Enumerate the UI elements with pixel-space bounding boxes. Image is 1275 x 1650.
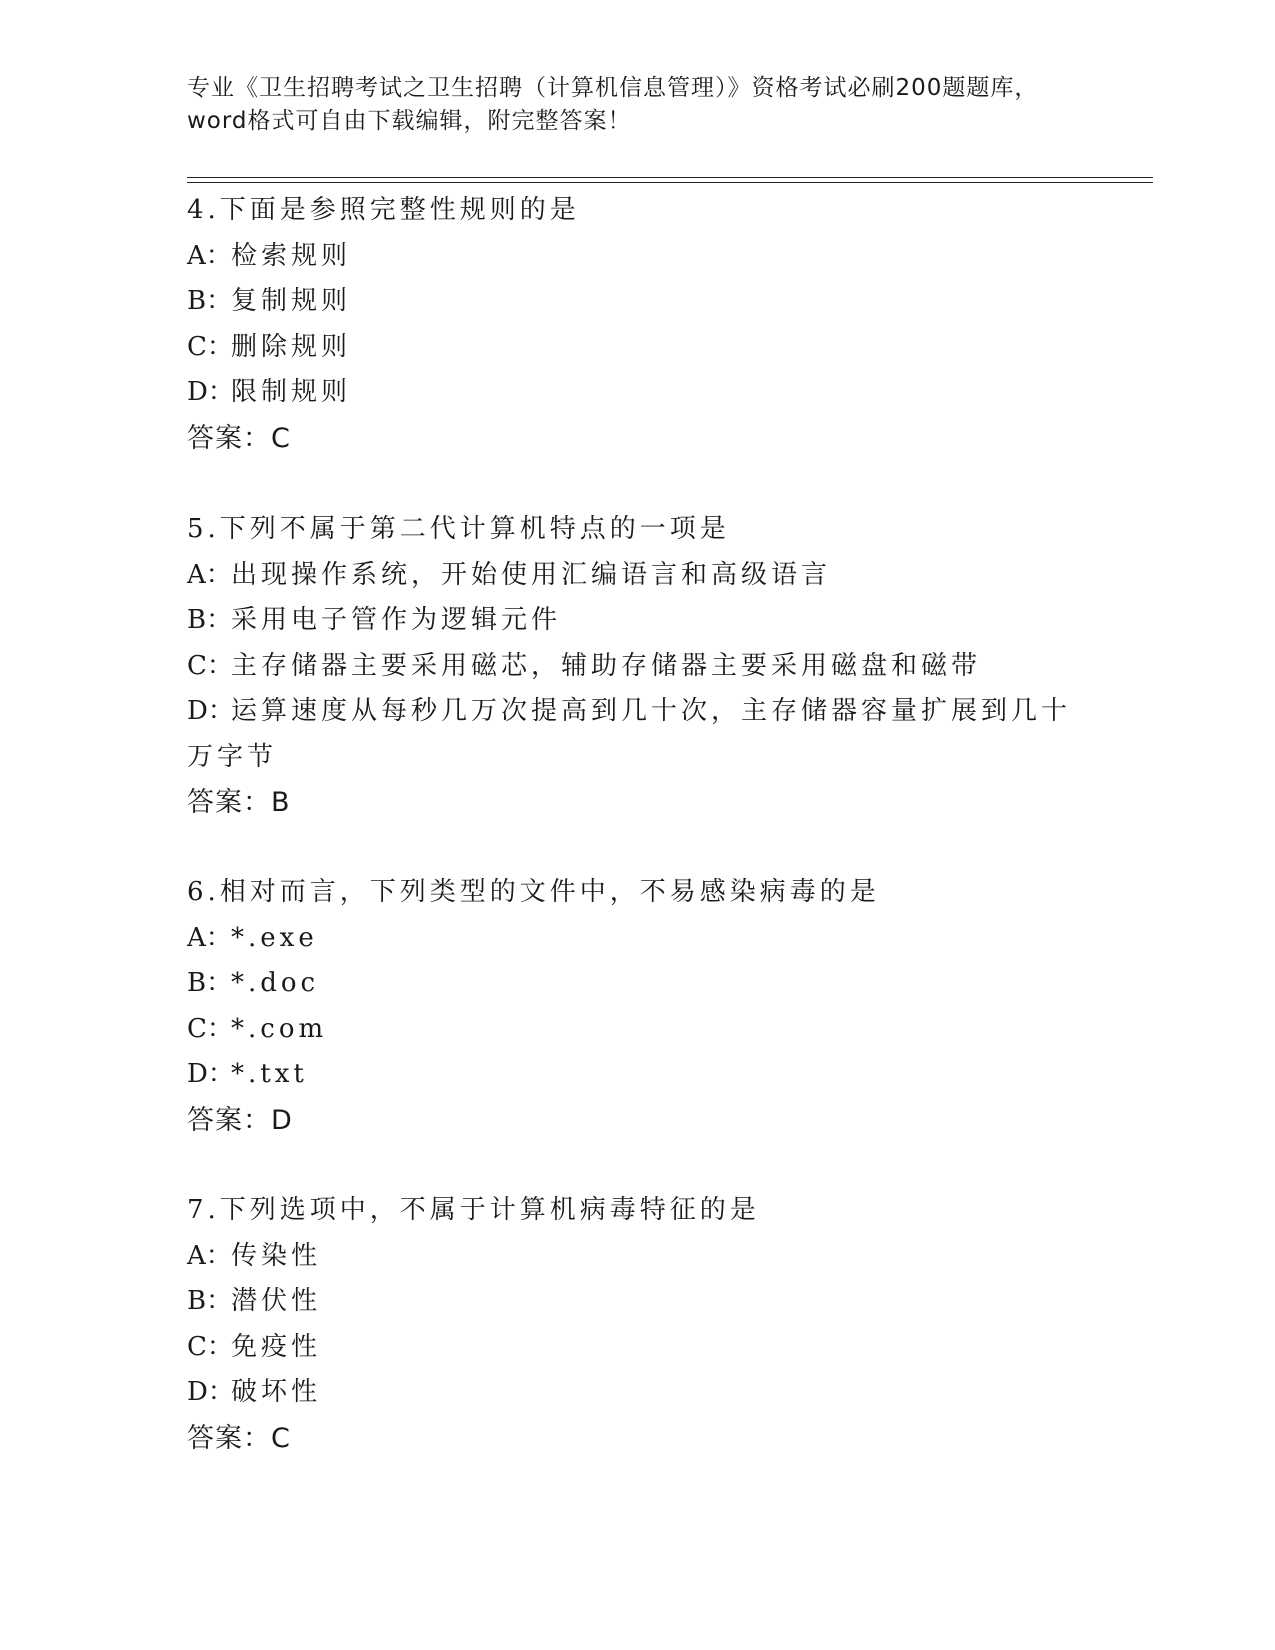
question-block — [187, 507, 1087, 826]
option-letter: A： — [187, 1240, 232, 1271]
question-title: 5.下列不属于第二代计算机特点的一项是 — [187, 514, 730, 544]
option-text: 主存储器主要采用磁芯，辅助存储器主要采用磁盘和磁带 — [231, 650, 982, 681]
option-letter: B： — [187, 968, 233, 998]
option-text: 采用电子管作为逻辑元件 — [231, 605, 562, 635]
option-letter: B： — [187, 286, 233, 316]
question-block — [187, 188, 1087, 461]
option-text: 限制规则 — [231, 377, 352, 407]
option-letter: D： — [187, 1059, 234, 1089]
option-a — [187, 1234, 1087, 1280]
option-text: 潜伏性 — [231, 1286, 322, 1316]
document-header — [187, 72, 1087, 138]
option-c — [187, 1007, 1087, 1053]
question-block — [187, 1188, 1087, 1461]
option-letter: A： — [187, 240, 232, 271]
answer-line: 答案：D — [187, 1104, 293, 1136]
option-c — [187, 1325, 1087, 1371]
option-b — [187, 598, 1087, 644]
option-b — [187, 1279, 1087, 1325]
option-d — [187, 689, 1087, 780]
option-d — [187, 370, 1087, 416]
option-letter: D： — [187, 696, 234, 726]
option-letter: D： — [187, 377, 234, 407]
question-title: 4.下面是参照完整性规则的是 — [187, 195, 580, 225]
option-a — [187, 234, 1087, 280]
header-line-2: word格式可自由下载编辑，附完整答案！ — [187, 108, 632, 134]
question-title: 6.相对而言，下列类型的文件中，不易感染病毒的是 — [187, 877, 880, 907]
option-text: 出现操作系统，开始使用汇编语言和高级语言 — [231, 559, 832, 590]
question-title: 7.下列选项中，不属于计算机病毒特征的是 — [187, 1195, 760, 1225]
option-text: 传染性 — [231, 1240, 322, 1271]
option-text: *.exe — [231, 922, 318, 953]
option-text: 检索规则 — [231, 240, 352, 271]
option-text: 复制规则 — [231, 286, 352, 316]
option-c — [187, 325, 1087, 371]
option-letter: A： — [187, 559, 232, 590]
option-c — [187, 644, 1087, 690]
option-text: *.com — [231, 1013, 328, 1044]
option-letter: B： — [187, 605, 233, 635]
answer-line: 答案：B — [187, 787, 291, 818]
option-letter: C： — [187, 1013, 233, 1044]
option-b — [187, 961, 1087, 1007]
answer-line: 答案：C — [187, 1422, 291, 1454]
option-letter: D： — [187, 1377, 234, 1407]
option-text: 免疫性 — [231, 1331, 322, 1362]
option-a — [187, 553, 1087, 599]
option-d — [187, 1370, 1087, 1416]
option-letter: A： — [187, 922, 232, 953]
option-d — [187, 1052, 1087, 1098]
option-letter: C： — [187, 331, 233, 362]
option-text: 删除规则 — [231, 331, 352, 362]
header-divider-top — [187, 177, 1153, 178]
option-letter: B： — [187, 1286, 233, 1316]
answer-line: 答案：C — [187, 422, 291, 454]
option-text: 破坏性 — [231, 1377, 322, 1407]
option-letter: C： — [187, 1331, 233, 1362]
header-divider-bottom — [187, 182, 1153, 183]
option-b — [187, 279, 1087, 325]
option-text: *.doc — [231, 968, 320, 998]
option-a — [187, 916, 1087, 962]
question-block — [187, 870, 1087, 1143]
option-text: 运算速度从每秒几万次提高到几十次，主存储器容量扩展到几十万字节 — [187, 696, 1072, 772]
option-letter: C： — [187, 650, 233, 681]
header-line-1: 专业《卫生招聘考试之卫生招聘（计算机信息管理）》资格考试必刷200题题库， — [187, 75, 1039, 101]
option-text: *.txt — [231, 1059, 308, 1089]
